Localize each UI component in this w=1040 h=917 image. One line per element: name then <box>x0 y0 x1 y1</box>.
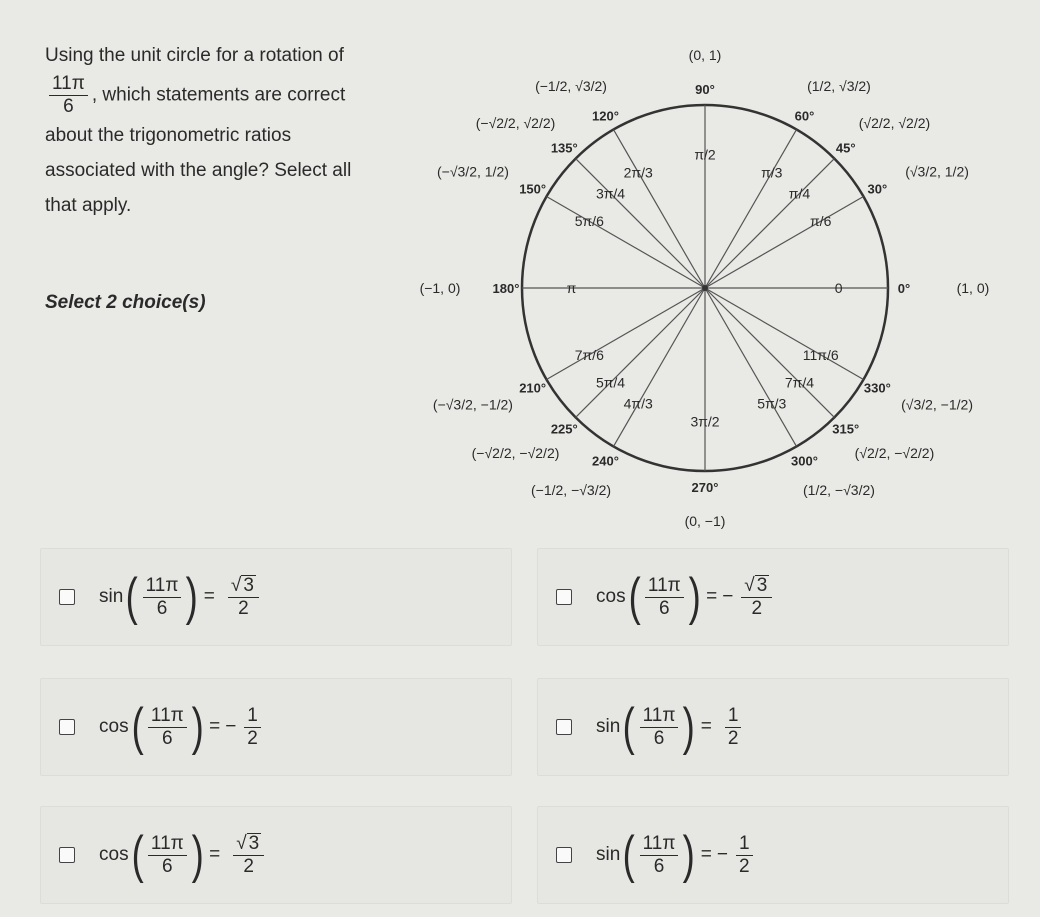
radian-label: 7π/4 <box>784 374 815 391</box>
right-paren: ) <box>683 698 696 756</box>
left-paren: ( <box>628 568 641 626</box>
coordinate-label: (−1, 0) <box>419 280 461 296</box>
argument-fraction: $\frac{11\pi}{6}$ <box>640 705 679 750</box>
answer-choice[interactable] <box>40 548 512 646</box>
coordinate-label: (1/2, √3/2) <box>807 78 871 95</box>
choice-checkbox[interactable] <box>59 847 75 863</box>
radian-label: π/6 <box>810 213 832 230</box>
rhs-fraction: $\frac{1}{2}$ <box>736 833 753 878</box>
right-paren: ) <box>688 568 701 626</box>
radius-line <box>547 197 705 289</box>
choice-expression <box>596 697 745 757</box>
argument-fraction: $\frac{11\pi}{6}$ <box>640 833 679 878</box>
angle-fraction: $\frac{11\pi}{6}$ <box>49 73 88 118</box>
question-line-1: Using the unit circle for a rotation of <box>45 45 344 66</box>
coordinate-label: (0, 1) <box>688 47 722 63</box>
choice-checkbox[interactable] <box>556 847 572 863</box>
left-paren: ( <box>131 698 144 756</box>
radian-label: 11π/6 <box>802 346 839 363</box>
radius-line <box>614 130 706 288</box>
choice-checkbox[interactable] <box>59 719 75 735</box>
trig-function: sin <box>596 844 621 865</box>
degree-label: 300° <box>791 453 818 469</box>
equals-sign: = <box>209 716 221 737</box>
radius-line <box>705 197 863 289</box>
choice-value <box>220 575 263 620</box>
choice-checkbox[interactable] <box>59 589 75 605</box>
choice-expression <box>99 567 263 627</box>
degree-label: 315° <box>832 421 860 437</box>
choice-checkbox[interactable] <box>556 589 572 605</box>
equals-sign: = <box>209 844 221 865</box>
choice-value <box>717 705 746 750</box>
argument-fraction: $\frac{11\pi}{6}$ <box>645 575 684 620</box>
circle-center <box>702 285 708 291</box>
coordinate-label: (−1/2, √3/2) <box>535 78 607 95</box>
radian-label: 3π/4 <box>595 185 626 202</box>
coordinate-label: (1, 0) <box>956 280 990 296</box>
radian-label: 7π/6 <box>574 346 604 363</box>
answer-choice[interactable] <box>40 806 512 904</box>
coordinate-label: (−√2/2, √2/2) <box>475 115 556 132</box>
rhs-fraction: √ 3 2 <box>233 833 264 878</box>
left-paren: ( <box>622 826 636 884</box>
choice-expression <box>596 825 757 885</box>
coordinate-label: (√3/2, −1/2) <box>901 396 973 413</box>
square-root: √ 3 <box>744 574 768 596</box>
radian-label: 5π/3 <box>757 395 787 412</box>
degree-label: 180° <box>492 281 520 296</box>
trig-function: sin <box>99 586 124 607</box>
square-root: √ 3 <box>230 574 254 596</box>
radian-label: π/2 <box>694 146 716 163</box>
rhs-fraction: √ 3 2 <box>741 575 772 620</box>
question-line-5: that apply. <box>45 195 132 217</box>
radian-label: π/4 <box>788 185 811 202</box>
equals-sign: = <box>203 586 215 607</box>
trig-function: sin <box>596 716 621 737</box>
coordinate-label: (−√3/2, 1/2) <box>437 163 509 180</box>
right-paren: ) <box>191 826 204 884</box>
radius-line <box>705 130 797 288</box>
equals-sign: = <box>700 716 712 737</box>
choice-expression <box>99 697 265 757</box>
question-line-4: associated with the angle? Select all <box>45 159 352 181</box>
radian-label: 0 <box>834 280 843 296</box>
radian-label: π <box>566 280 577 296</box>
degree-label: 150° <box>519 181 547 197</box>
degree-label: 330° <box>863 380 891 396</box>
radian-label: 5π/4 <box>595 374 626 391</box>
degree-label: 0° <box>897 281 911 296</box>
question-line-3: about the trigonometric ratios <box>45 124 292 146</box>
sign: − <box>225 716 237 737</box>
rhs-fraction: √ 3 2 <box>228 575 259 620</box>
radian-label: 4π/3 <box>623 395 653 412</box>
trig-function: cos <box>99 844 129 865</box>
radian-label: π/3 <box>761 164 783 181</box>
coordinate-label: (√2/2, √2/2) <box>858 115 931 132</box>
choice-expression <box>99 825 268 885</box>
answer-choice[interactable] <box>537 806 1009 904</box>
coordinate-label: (1/2, −√3/2) <box>803 481 875 498</box>
left-paren: ( <box>131 826 144 884</box>
sign: − <box>716 844 729 865</box>
radian-label: 3π/2 <box>690 413 720 430</box>
choice-checkbox[interactable] <box>556 719 572 735</box>
radius-line <box>547 288 705 380</box>
argument-fraction: $\frac{11\pi}{6}$ <box>148 705 187 750</box>
rhs-fraction: $\frac{1}{2}$ <box>725 705 742 750</box>
unit-circle-diagram <box>400 30 1020 540</box>
coordinate-label: (√3/2, 1/2) <box>905 163 969 180</box>
choice-value <box>225 833 268 878</box>
radian-label: 5π/6 <box>574 213 604 230</box>
trig-function: cos <box>596 586 626 607</box>
trig-function: cos <box>99 716 129 737</box>
choice-value <box>722 575 776 620</box>
question-line-2: $\frac{11\pi}{6}$ , which statements are correct <box>45 73 405 118</box>
degree-label: 30° <box>867 181 888 197</box>
coordinate-label: (−√3/2, −1/2) <box>432 396 513 413</box>
argument-fraction: $\frac{11\pi}{6}$ <box>143 575 182 620</box>
radius-line <box>705 288 863 380</box>
degree-label: 90° <box>695 82 715 97</box>
left-paren: ( <box>125 568 139 626</box>
answer-choice[interactable] <box>537 678 1009 776</box>
degree-label: 60° <box>794 108 815 124</box>
answer-choice[interactable] <box>537 548 1009 646</box>
square-root: √ 3 <box>236 832 260 854</box>
rhs-fraction: $\frac{1}{2}$ <box>244 705 261 750</box>
coordinate-label: (√2/2, −√2/2) <box>854 444 935 461</box>
choice-value <box>225 705 265 750</box>
coordinate-label: (−√2/2, −√2/2) <box>471 444 560 461</box>
select-count-note: Select 2 choice(s) <box>45 292 206 313</box>
coordinate-label: (−1/2, −√3/2) <box>530 481 612 498</box>
right-paren: ) <box>191 698 204 756</box>
degree-label: 120° <box>592 108 619 124</box>
right-paren: ) <box>683 826 696 884</box>
equals-sign: = <box>700 844 712 865</box>
degree-label: 240° <box>592 453 619 469</box>
degree-label: 210° <box>519 380 547 396</box>
left-paren: ( <box>622 698 636 756</box>
degree-label: 225° <box>550 421 578 437</box>
degree-label: 135° <box>550 140 578 156</box>
argument-fraction: $\frac{11\pi}{6}$ <box>148 833 187 878</box>
degree-label: 45° <box>835 140 856 156</box>
right-paren: ) <box>186 568 199 626</box>
answer-choice[interactable] <box>40 678 512 776</box>
choice-expression <box>596 567 776 627</box>
coordinate-label: (0, −1) <box>684 513 726 529</box>
question-text <box>45 38 405 223</box>
choice-value <box>717 833 757 878</box>
degree-label: 270° <box>691 480 719 495</box>
radian-label: 2π/3 <box>623 164 653 181</box>
equals-sign: = <box>706 586 718 607</box>
sign: − <box>722 585 734 607</box>
